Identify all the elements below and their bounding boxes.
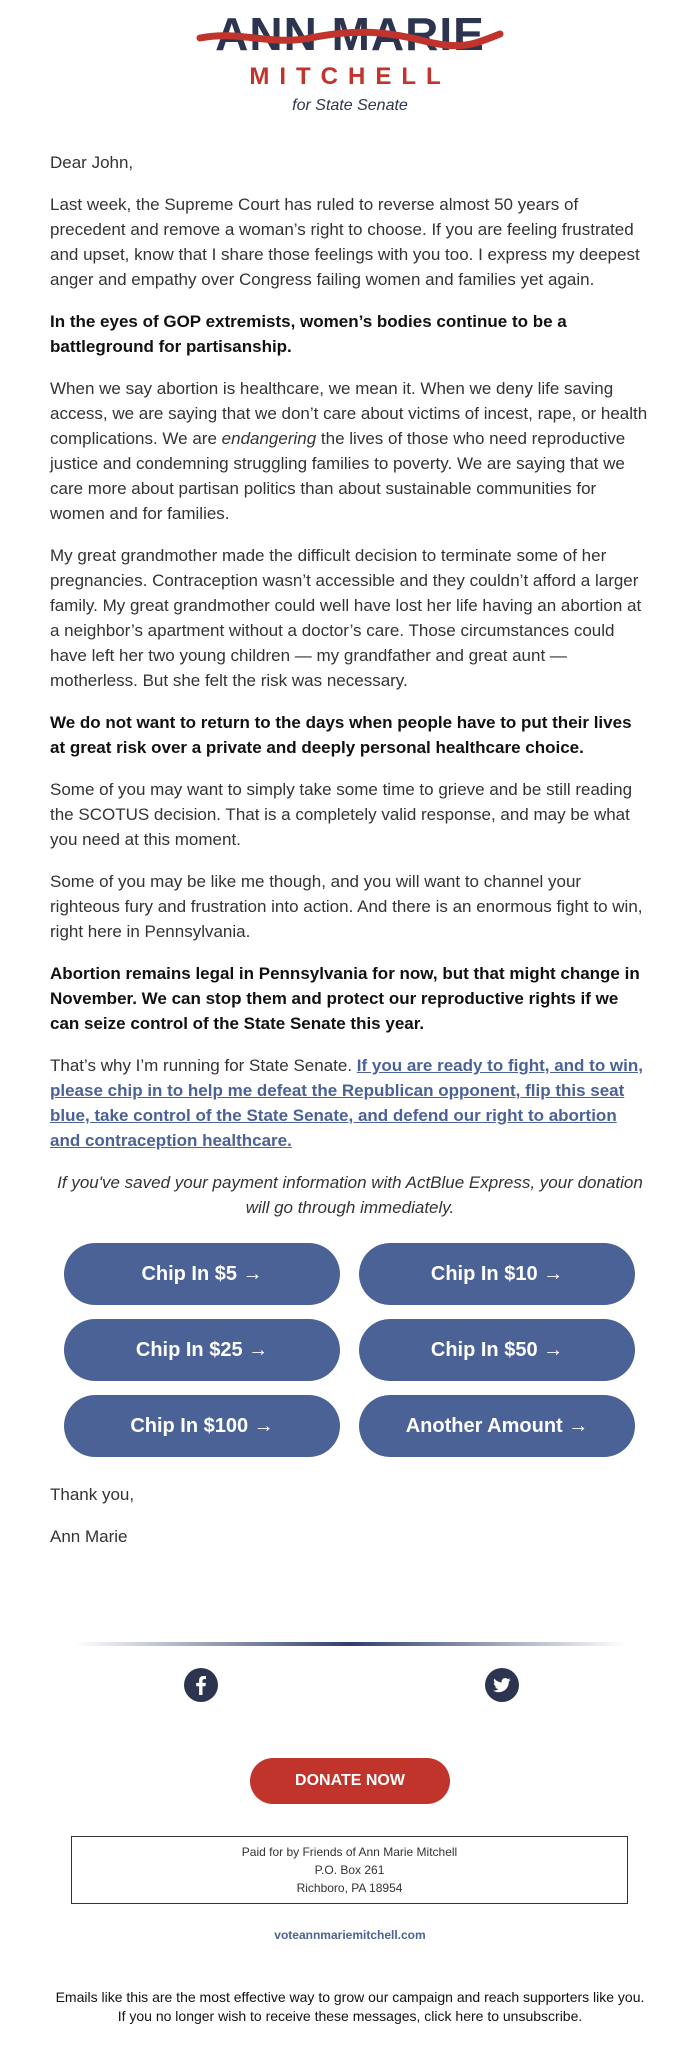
logo-tagline: for State Senate (292, 97, 408, 114)
paragraph-3-part-b: the lives of those who need reproductive justice and condemning struggling families to poverty. We are saying that we care more about partisan politics than about sustainable communities for women and for families. (50, 429, 626, 523)
donate-now-button[interactable]: DONATE NOW (250, 1758, 450, 1804)
chip-in-10-button[interactable]: Chip In $10 → (359, 1243, 635, 1305)
logo-surname: MITCHELL (249, 63, 451, 90)
paragraph-3 (50, 376, 650, 526)
paragraph-5-bold: We do not want to return to the days when people have to put their lives at great risk over a private and deeply personal healthcare choice. (50, 713, 632, 757)
paragraph-9-intro: That’s why I’m running for State Senate. (50, 1056, 357, 1075)
paid-for-disclaimer (71, 1836, 628, 1904)
po-box-line: P.O. Box 261 (314, 1863, 385, 1877)
facebook-glyph (184, 1668, 218, 1702)
paragraph-3-italic: endangering (221, 429, 317, 448)
website-container (0, 1928, 700, 1942)
paragraph-2-bold: In the eyes of GOP extremists, women’s bodies continue to be a battleground for partisanship. (50, 312, 567, 356)
paragraph-4: My great grandmother made the difficult decision to terminate some of her pregnancies. Contraception wasn’t accessible and they couldn’t afford a larger family. My great grandmother could well have lost her life having an abortion at a neighbor’s apartment without a doctor’s care. Those circumstances could have left her two young children — my grandfather and great aunt — motherless. But she felt the risk was necessary. (50, 546, 642, 690)
paragraph-9 (50, 1053, 650, 1153)
paragraph-6: Some of you may want to simply take some time to grieve and be still reading the SCOTUS decision. That is a completely valid response, and may be what you need at this moment. (50, 780, 633, 849)
website-link[interactable]: voteannmariemitchell.com (274, 1928, 426, 1942)
chip-in-100-button[interactable]: Chip In $100 → (64, 1395, 340, 1457)
facebook-icon[interactable] (184, 1668, 218, 1702)
closing-thanks: Thank you, (50, 1485, 135, 1504)
another-amount-button[interactable]: Another Amount → (359, 1395, 635, 1457)
twitter-glyph (485, 1668, 519, 1702)
logo-graphic (0, 0, 700, 135)
paragraph-7: Some of you may be like me though, and you will want to channel your righteous fury and frustration into action. And there is an enormous fight to win, right here in Pennsylvania. (50, 872, 643, 941)
chip-in-5-button[interactable]: Chip In $5 → (64, 1243, 340, 1305)
closing-signature: Ann Marie (50, 1527, 128, 1546)
email-footer (0, 1988, 700, 2026)
chip-in-50-button[interactable]: Chip In $50 → (359, 1319, 635, 1381)
paragraph-1: Last week, the Supreme Court has ruled to reverse almost 50 years of precedent and remove a woman’s right to choose. If you are feeling frustrated and upset, know that I share those feelings with you too. I express my deepest anger and empathy over Congress failing women and families yet again. (50, 195, 640, 289)
unsubscribe-link[interactable]: If you no longer wish to receive these messages, click here to unsubscribe. (117, 2008, 583, 2024)
campaign-logo (0, 0, 700, 135)
logo-name: ANN MARIE (215, 8, 485, 60)
footer-divider (75, 1642, 625, 1646)
paragraph-8-bold: Abortion remains legal in Pennsylvania for now, but that might change in November. We can stop them and protect our reproductive rights if we can seize control of the State Senate this year. (50, 964, 640, 1033)
twitter-icon[interactable] (485, 1668, 519, 1702)
paragraph-3-part-a: When we say abortion is healthcare, we mean it. When we deny life saving access, we are saying that we don’t care about victims of incest, rape, or health complications. We are (50, 379, 648, 448)
chip-in-link[interactable]: If you are ready to fight, and to win, please chip in to help me defeat the Republican opponent, flip this seat blue, take control of the State Senate, and defend our right to abortion and contraception healthcare. (50, 1056, 643, 1150)
emails-effective-text: Emails like this are the most effective way to grow our campaign and reach supporters like you. (55, 1989, 645, 2005)
paid-for-line: Paid for by Friends of Ann Marie Mitchell (241, 1845, 458, 1859)
greeting: Dear John, (50, 153, 134, 172)
actblue-note: If you've saved your payment information with ActBlue Express, your donation will go through immediately. (57, 1173, 643, 1217)
letter-body (50, 150, 650, 1170)
chip-in-25-button[interactable]: Chip In $25 → (64, 1319, 340, 1381)
city-line: Richboro, PA 18954 (296, 1881, 403, 1895)
